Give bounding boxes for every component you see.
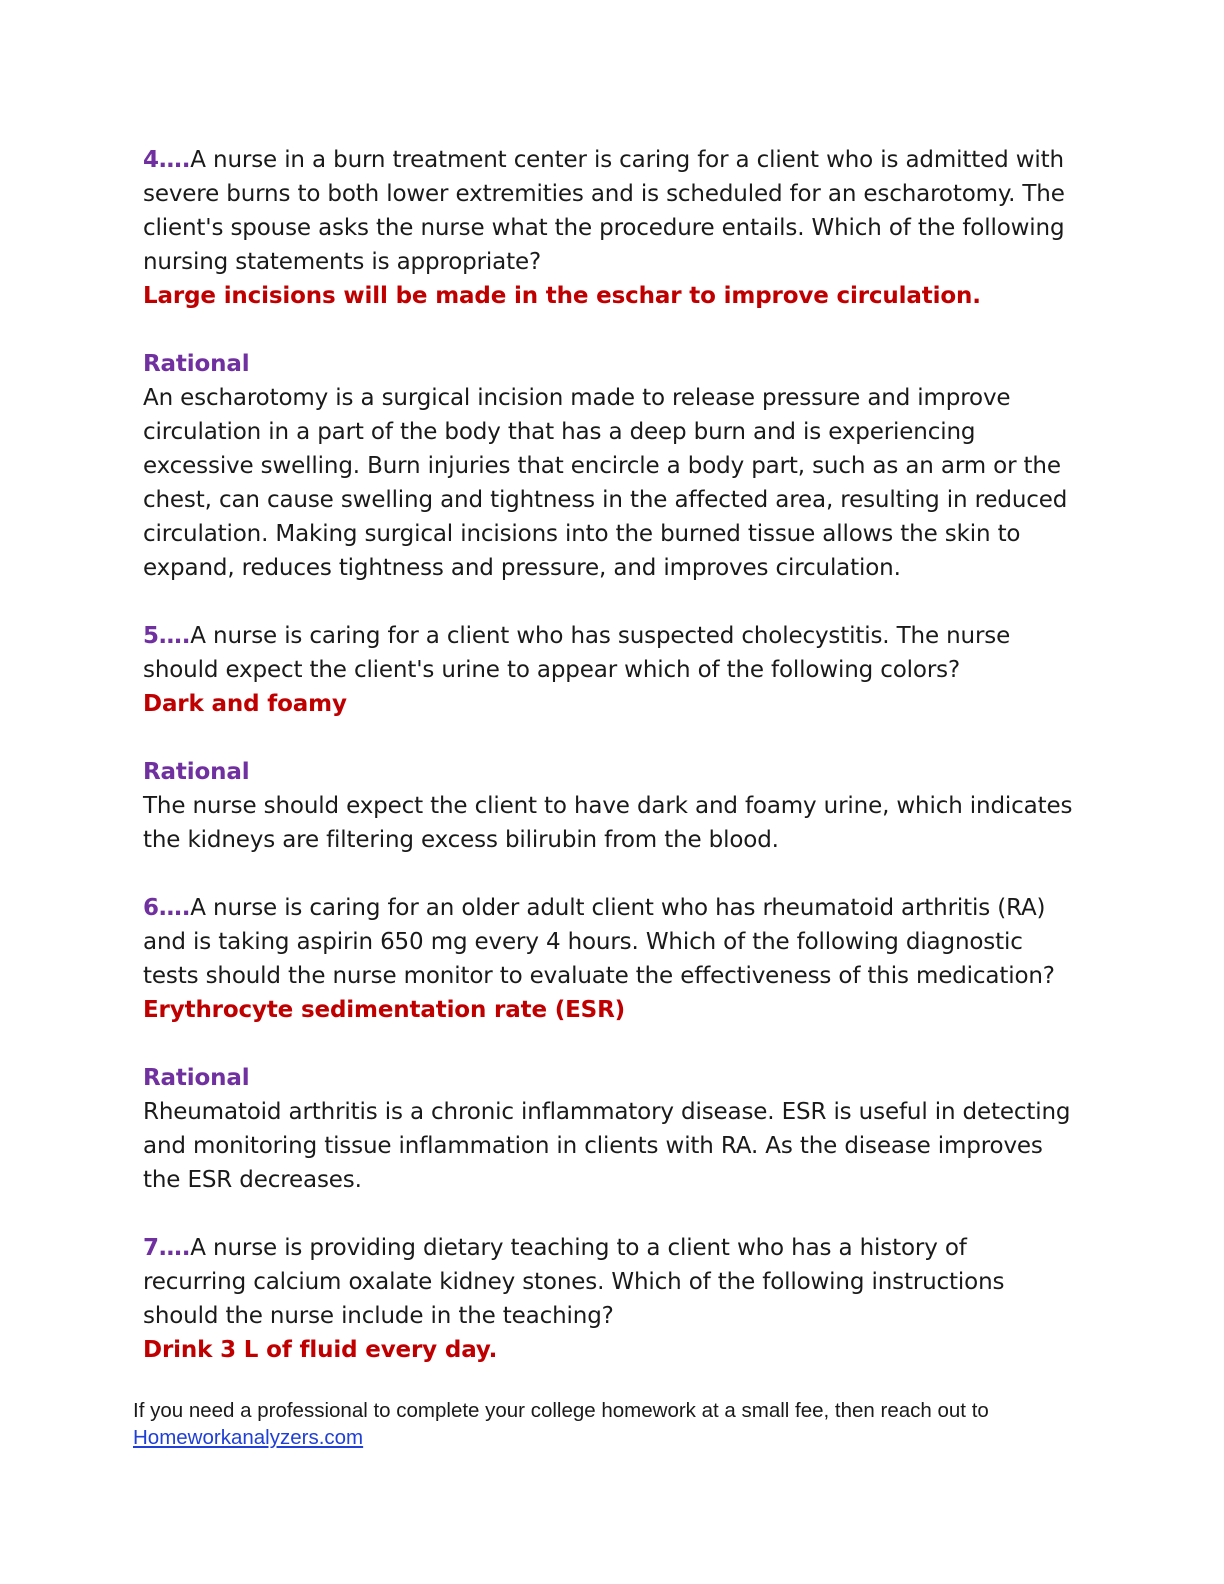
question-text [143, 891, 1073, 993]
question-number: 5…. [143, 623, 191, 649]
footer-text: If you need a professional to complete your college homework at a small fee, then reach out to [133, 1399, 989, 1422]
rational-text: The nurse should expect the client to have dark and foamy urine, which indicates the kidneys are filtering excess bilirubin from the blood. [143, 793, 1073, 853]
question-number: 6…. [143, 895, 191, 921]
answer-text: Dark and foamy [143, 691, 347, 717]
question-text [143, 143, 1073, 279]
document-page [143, 143, 1073, 1367]
answer-text: Erythrocyte sedimentation rate (ESR) [143, 997, 626, 1023]
question-body: A nurse is caring for an older adult client who has rheumatoid arthritis (RA) and is taking aspirin 650 mg every 4 hours. Which of the following diagnostic tests should the nurse monitor to evaluate the effectiveness of this medication? [143, 895, 1055, 989]
rational-heading: Rational [143, 1065, 250, 1091]
question-text [143, 1231, 1073, 1333]
homework-link[interactable]: Homeworkanalyzers.com [133, 1426, 364, 1449]
question-block-4 [143, 143, 1073, 619]
answer-text: Drink 3 L of fluid every day. [143, 1337, 498, 1363]
answer-text: Large incisions will be made in the eschar to improve circulation. [143, 283, 981, 309]
question-body: A nurse is providing dietary teaching to a client who has a history of recurring calcium oxalate kidney stones. Which of the following instructions should the nurse include in the teaching? [143, 1235, 1005, 1329]
question-block-6 [143, 891, 1073, 1231]
rational-heading: Rational [143, 351, 250, 377]
question-number: 7…. [143, 1235, 191, 1261]
rational-text: An escharotomy is a surgical incision made to release pressure and improve circulation in a part of the body that has a deep burn and is experiencing excessive swelling. Burn injuries that encircle a body part, such as an arm or the chest, can cause swelling and tightness in the affected area, resulting in reduced circulation. Making surgical incisions into the burned tissue allows the skin to expand, reduces tightness and pressure, and improves circulation. [143, 385, 1068, 581]
rational-text: Rheumatoid arthritis is a chronic inflammatory disease. ESR is useful in detecting and monitoring tissue inflammation in clients with RA. As the disease improves the ESR decreases. [143, 1099, 1071, 1193]
question-text [143, 619, 1073, 687]
rational-heading: Rational [143, 759, 250, 785]
question-block-5 [143, 619, 1073, 891]
question-block-7 [143, 1231, 1073, 1367]
page-footer [133, 1397, 1093, 1451]
question-body: A nurse is caring for a client who has suspected cholecystitis. The nurse should expect the client's urine to appear which of the following colors? [143, 623, 1011, 683]
question-body: A nurse in a burn treatment center is caring for a client who is admitted with severe burns to both lower extremities and is scheduled for an escharotomy. The client's spouse asks the nurse what the procedure entails. Which of the following nursing statements is appropriate? [143, 147, 1065, 275]
question-number: 4…. [143, 147, 191, 173]
